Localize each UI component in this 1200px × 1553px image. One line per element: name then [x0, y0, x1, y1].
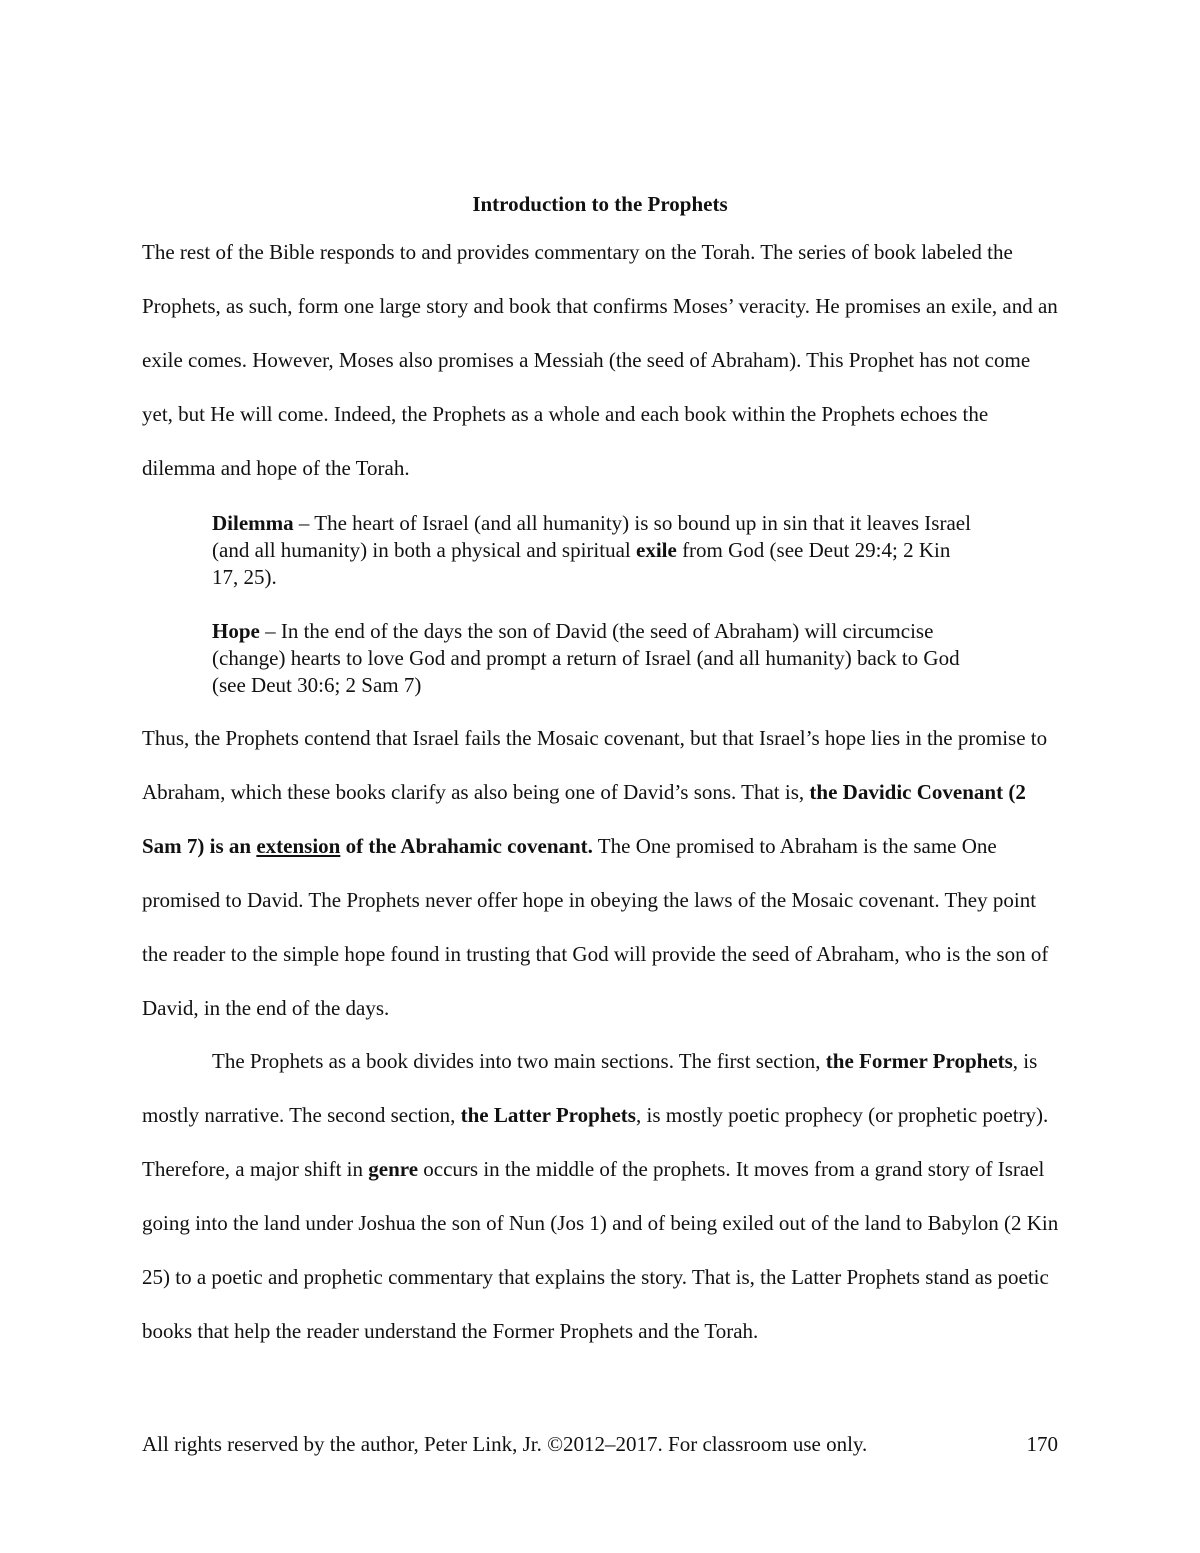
covenant-paragraph: [142, 711, 1062, 1035]
latter-prophets-term: the Latter Prophets: [460, 1103, 636, 1127]
genre-term: genre: [368, 1157, 419, 1181]
sections-paragraph: [142, 1034, 1062, 1358]
former-prophets-term: the Former Prophets: [825, 1049, 1013, 1073]
dilemma-exile-word: exile: [636, 538, 677, 562]
hope-block: [212, 618, 972, 699]
sections-text-c: , is mostly poetic prophecy (or prophetic poetry). Therefore, a major shift in: [142, 1103, 1049, 1181]
sections-text-b: , is mostly narrative. The second section,: [142, 1049, 1038, 1127]
covenant-text-a: Thus, the Prophets contend that Israel fails the Mosaic covenant, but that Israel’s hope lies in the promise to Abraham, which these books clarify as also being one of David’s sons. That is,: [142, 726, 1048, 804]
sections-text-d: occurs in the middle of the prophets. It moves from a grand story of Israel going into the land under Joshua the son of Nun (Jos 1) and of being exiled out of the land to Babylon (2 Kin 25) to a poetic and prophetic commentary that explains the story. That is, the Latter Prophets stand as poetic books that help the reader understand the Former Prophets and the Torah.: [142, 1157, 1059, 1343]
dilemma-label: Dilemma: [212, 511, 294, 535]
dilemma-text-b: from God (see Deut 29:4; 2 Kin 17, 25).: [212, 538, 951, 589]
covenant-bold-b: of the Abrahamic covenant.: [340, 834, 593, 858]
page-footer: [142, 1430, 1062, 1458]
covenant-extension-word: extension: [256, 834, 341, 858]
dilemma-block: [212, 510, 972, 591]
hope-text: – In the end of the days the son of David (the seed of Abraham) will circumcise (change) hearts to love God and prompt a return of Israel (and all humanity) back to God (see Deut 30:6; 2 Sam 7): [212, 619, 960, 697]
covenant-bold-a: the Davidic Covenant (2 Sam 7) is an: [142, 780, 1026, 858]
intro-paragraph: The rest of the Bible responds to and provides commentary on the Torah. The series of book labeled the Prophets, as such, form one large story and book that confirms Moses’ veracity. He promises an exile, and an exile comes. However, Moses also promises a Messiah (the seed of Abraham). This Prophet has not come yet, but He will come. Indeed, the Prophets as a whole and each book within the Prophets echoes the dilemma and hope of the Torah.: [142, 240, 1058, 480]
sections-text-a: The Prophets as a book divides into two main sections. The first section,: [212, 1049, 826, 1073]
page-title: Introduction to the Prophets: [472, 192, 728, 216]
covenant-text-b: The One promised to Abraham is the same One promised to David. The Prophets never offer hope in obeying the laws of the Mosaic covenant. They point the reader to the simple hope found in trusting that God will provide the seed of Abraham, who is the son of David, in the end of the days.: [142, 834, 1049, 1020]
dilemma-text-a: – The heart of Israel (and all humanity) is so bound up in sin that it leaves Israel (and all humanity) in both a physical and spiritual: [212, 511, 971, 562]
copyright-notice: All rights reserved by the author, Peter Link, Jr. ©2012–2017. For classroom use only.: [142, 1432, 868, 1456]
page-number: 170: [1026, 1432, 1058, 1456]
hope-label: Hope: [212, 619, 260, 643]
